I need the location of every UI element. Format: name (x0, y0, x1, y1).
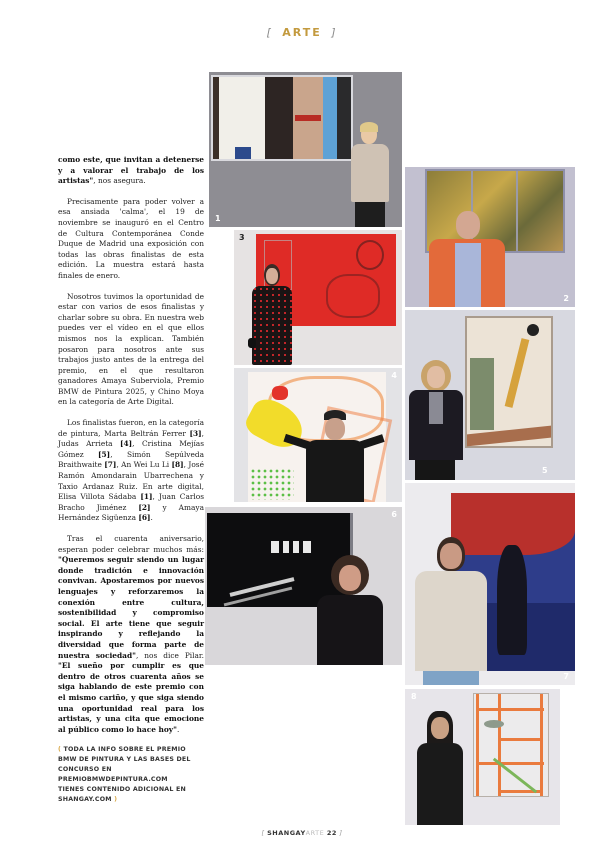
callout-text: TODA LA INFO SOBRE EL PREMIO BMW DE PINTURA Y LAS BASES DEL CONCURSO EN (58, 746, 191, 774)
photo-number: 5 (542, 466, 548, 475)
photo-ref: [1] (140, 492, 153, 502)
shangay-link[interactable]: SHANGAY.COM (58, 796, 112, 804)
callout-text: TIENES CONTENIDO ADICIONAL EN (58, 786, 186, 794)
text: , Simón Sepúlveda Braithwaite (58, 449, 204, 470)
bracket-close: ] (339, 829, 343, 837)
person (246, 264, 298, 365)
photo-number: 3 (239, 233, 245, 242)
paragraph-1 (58, 155, 204, 187)
person (317, 555, 383, 665)
photo-ref: [8] (171, 460, 184, 470)
photo-ref: [4] (120, 439, 133, 449)
person (284, 410, 384, 502)
photo-number: 6 (391, 510, 397, 519)
quote-text: "El sueño por cumplir es que dentro de otros cuarenta años se siga hablando de este premio con el mismo cariño, y que siga siendo una oportunidad real para los artistas, y una cita que emocione al público como lo hace hoy" (58, 661, 204, 734)
paragraph-4 (58, 418, 204, 524)
photo-6 (205, 507, 402, 665)
text: Tras el cuarenta aniversario, esperan poder celebrar muchos más: (58, 534, 204, 554)
info-callout (58, 745, 204, 805)
section-header (0, 26, 604, 39)
magazine-brand: SHANGAY (267, 829, 306, 837)
page-number: 22 (326, 829, 337, 837)
text: Los finalistas fueron, en la categoría de pintura, Marta Beltrán Ferrer (58, 418, 204, 438)
photo-2 (405, 167, 575, 307)
photo-5 (405, 310, 575, 480)
paragraph-2: Precisamente para poder volver a esa ansiada 'calma', el 19 de noviembre se inauguró en el Centro de Cultura Contemporánea Conde Duque de Madrid una exposición con todas las obras finalistas de esta edición. La muestra estará hasta finales de enero. (58, 196, 204, 280)
person (347, 124, 393, 227)
bracket-open: ( (58, 746, 62, 754)
artwork-orange-grid (473, 693, 549, 797)
photo-number: 1 (215, 214, 221, 223)
text: , José Ramón Amondarain Ubarrechena y Taxio Ardanaz Ruiz. En arte digital, Elisa Villota Sádaba (58, 460, 204, 502)
photo-4 (234, 368, 402, 502)
photo-number: 8 (411, 692, 417, 701)
quote-text: "Queremos seguir siendo un lugar donde tradición e innovación convivan. Apostaremos por nuevos lenguajes y reforzaremos la conexión entre cultura, sostenibilidad y compromiso social. El arte tiene que seguir inspirando y reflejando la diversidad que forma parte de nuestra sociedad" (58, 555, 204, 660)
text: , Cristina Mejías Gómez (58, 439, 205, 459)
photo-ref: [2] (138, 502, 151, 512)
text: . (176, 724, 180, 734)
photo-3 (234, 230, 402, 365)
photo-8 (405, 689, 560, 825)
text: , Judas Arrieta (58, 428, 204, 449)
photo-ref: [6] (138, 513, 151, 523)
quote-text: como este, que invitan a detenerse y a valorar el trabajo de los artistas" (58, 155, 204, 186)
artwork-abstract (465, 316, 553, 448)
person (427, 211, 507, 307)
bracket-open: [ (261, 829, 265, 837)
photo-7 (405, 483, 575, 685)
section-label: ARTE (282, 26, 322, 39)
photo-number: 2 (563, 294, 569, 303)
artwork-screen (211, 75, 353, 161)
bracket-close: ] (331, 26, 338, 39)
paragraph-5 (58, 534, 204, 735)
photo-ref: [3] (189, 428, 202, 438)
page-footer (0, 829, 604, 837)
bracket-close: ) (114, 796, 118, 804)
article-body (58, 155, 204, 805)
text: , Juan Carlos Bracho Jiménez (58, 492, 204, 512)
bracket-open: [ (266, 26, 273, 39)
attribution: , nos dice Pilar. (135, 650, 204, 660)
photo-1 (209, 72, 402, 227)
paragraph-3: Nosotros tuvimos la oportunidad de estar con varios de esos finalistas y charlar sobre su obra. En nuestra web puedes ver el vídeo en el que ellos mismos nos la explican. También posaron para nosotros ante sus trabajos justo antes de la entrega del premio, en el que resultaron ganadores Amaya Suberviola, Premio BMW de Pintura 2025, y Chino Moya en la categoría de Arte Digital. (58, 291, 204, 407)
text: , An Wei Lu Li (116, 460, 172, 470)
attribution: , nos asegura. (93, 176, 146, 186)
photo-ref: [7] (104, 460, 117, 470)
photo-ref: [5] (98, 449, 111, 459)
person (409, 360, 463, 480)
photo-number: 4 (391, 371, 397, 380)
person (415, 537, 487, 685)
footer-section: ARTE (305, 829, 325, 837)
text: y Amaya Hernández Sigüenza (58, 502, 204, 523)
text: . (150, 513, 153, 523)
premio-link[interactable]: PREMIOBMWDEPINTURA.COM (58, 776, 168, 784)
person (415, 711, 465, 825)
photo-number: 7 (563, 672, 569, 681)
